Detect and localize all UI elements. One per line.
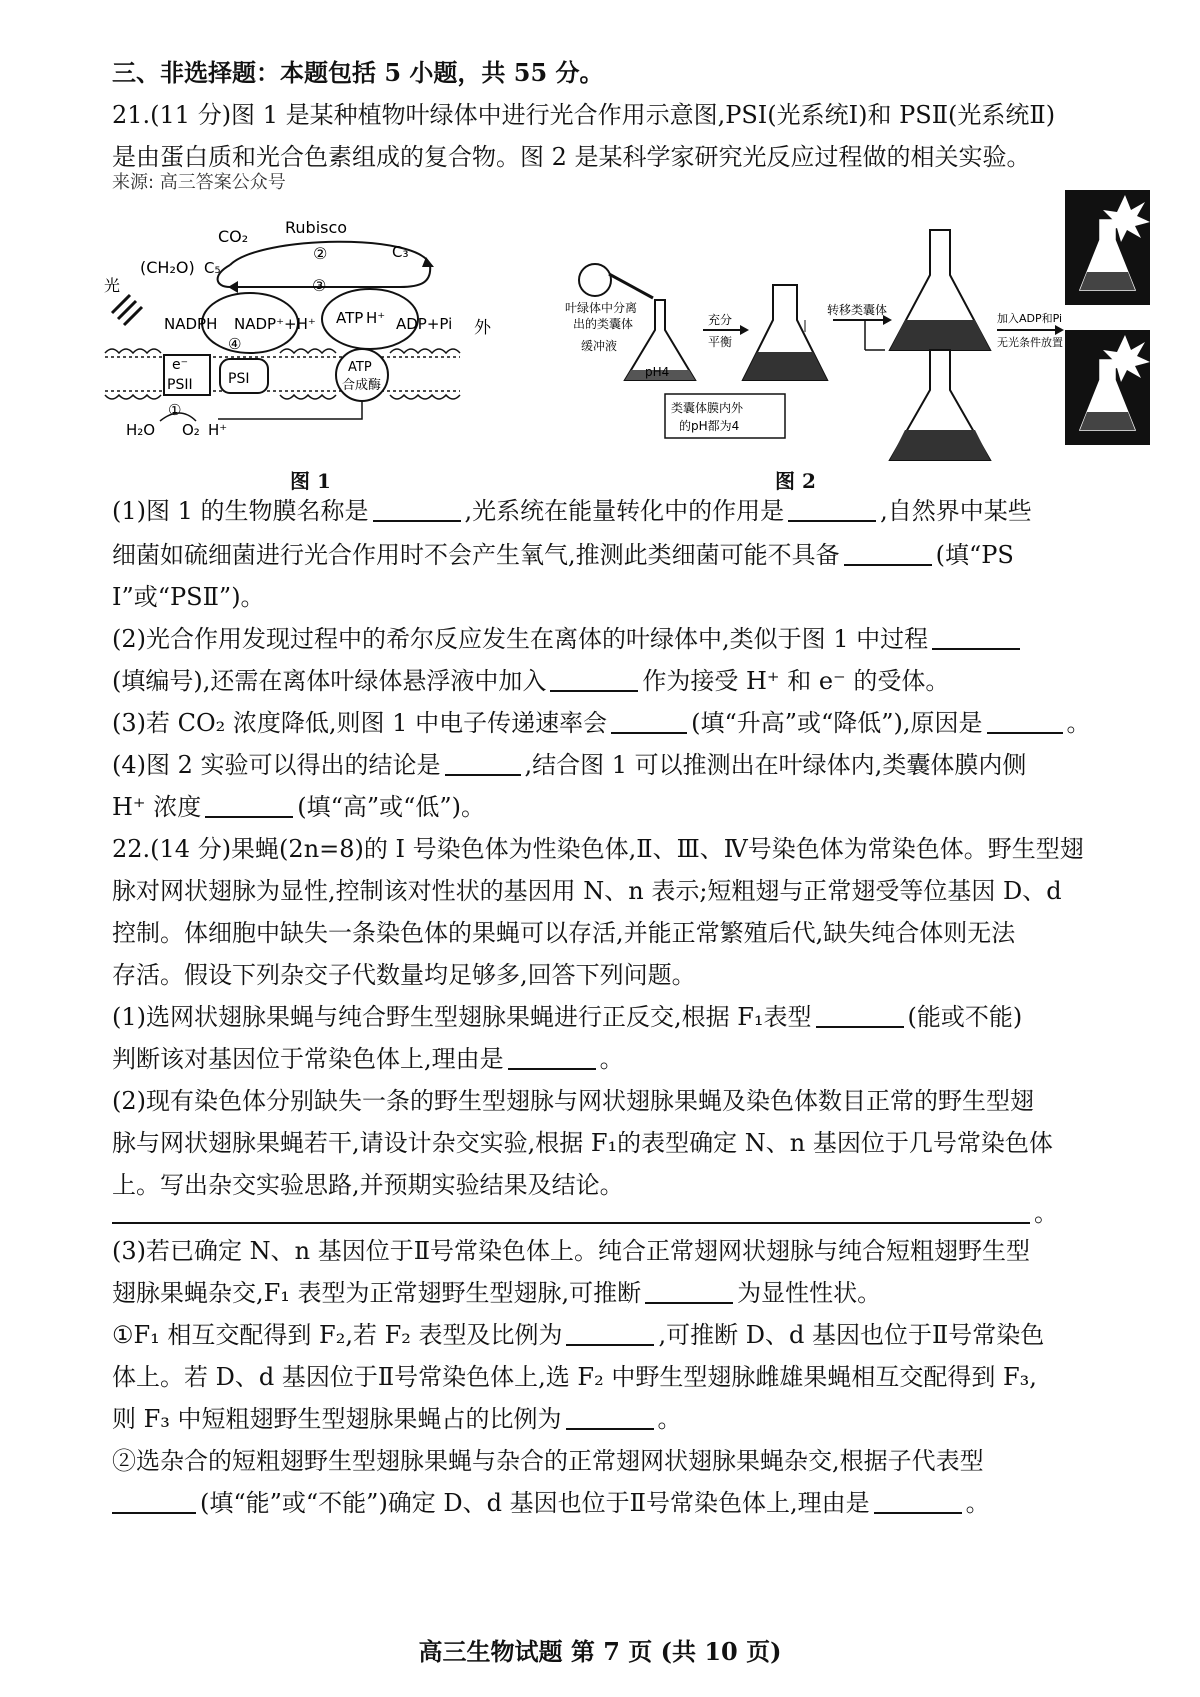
light-label: 光 <box>104 276 121 295</box>
step3-number: ③ <box>312 276 327 295</box>
q22-part3-line5: 则 F₃ 中短粗翅野生型翅脉果蝇占的比例为 。 <box>112 1405 682 1433</box>
electron-label: e⁻ <box>172 357 189 373</box>
adp-label: ADP+Pi <box>396 315 453 333</box>
proton-path-arrow <box>218 401 362 419</box>
fig2-arrow2: 转移类囊体 <box>827 303 888 317</box>
q21-part1-line3: Ⅰ”或“PSⅡ”)。 <box>112 583 265 611</box>
ch2o-label: (CH₂O) <box>140 258 195 277</box>
answer-blank[interactable] <box>987 710 1063 734</box>
step4-number: ④ <box>228 335 242 353</box>
answer-blank[interactable] <box>844 542 932 566</box>
answer-blank[interactable] <box>932 626 1020 650</box>
thylakoid-membrane <box>105 349 460 399</box>
q21-part3: (3)若 CO₂ 浓度降低,则图 1 中电子传递速率会 (填“升高”或“降低”),原因是 。 <box>112 709 1091 737</box>
q22-part3-line2: 翅脉果蝇杂交,F₁ 表型为正常翅野生型翅脉,可推断 为显性性状。 <box>112 1279 882 1307</box>
q21-part4-line1: (4)图 2 实验可以得出的结论是 ,结合图 1 可以推测出在叶绿体内,类囊体膜内侧 <box>112 751 1027 779</box>
q22-part2-line2: 脉与网状翅脉果蝇若干,请设计杂交实验,根据 F₁的表型确定 N、n 基因位于几号常染色体 <box>112 1129 1053 1157</box>
o2-label: O₂ <box>182 421 200 439</box>
q22-part3-line6: ②选杂合的短粗翅野生型翅脉果蝇与杂合的正常翅网状翅脉果蝇杂交,根据子代表型 <box>112 1447 984 1475</box>
q21-stem-line2: 是由蛋白质和光合色素组成的复合物。图 2 是某科学家研究光反应过程做的相关实验。 <box>112 143 1031 171</box>
q22-part3-line3: ①F₁ 相互交配得到 F₂,若 F₂ 表型及比例为 ,可推断 D、d 基因也位于Ⅱ号常染色 <box>112 1321 1045 1349</box>
answer-blank[interactable] <box>566 1406 654 1430</box>
arrow-equilibrate <box>740 325 749 335</box>
q21-part1-line1: (1)图 1 的生物膜名称是 ,光系统在能量转化中的作用是 ,自然界中某些 <box>112 497 1032 525</box>
figure-2-experiment-diagram <box>565 180 1150 470</box>
fig2-arrow1-a: 充分 <box>708 313 733 327</box>
fig2-label-thylakoid-2: 出的类囊体 <box>573 317 634 331</box>
fig2-arrow3-a: 加入ADP和Pi <box>997 312 1063 325</box>
answer-blank[interactable] <box>373 498 461 522</box>
q21-part2-line1: (2)光合作用发现过程中的希尔反应发生在离体的叶绿体中,类似于图 1 中过程 <box>112 622 1140 656</box>
page-footer: 高三生物试题 第 7 页 (共 10 页) <box>418 1637 782 1666</box>
q22-part2-line1: (2)现有染色体分别缺失一条的野生型翅脉与网状翅脉果蝇及染色体数目正常的野生型翅 <box>112 1087 1034 1115</box>
fig2-arrow1-b: 平衡 <box>708 335 733 349</box>
q22-stem-line2: 脉对网状翅脉为显性,控制该对性状的基因用 N、n 表示;短粗翅与正常翅受等位基因 D、d <box>112 877 1062 905</box>
q22-part1-line2: 判断该对基因位于常染色体上,理由是 。 <box>112 1045 624 1073</box>
answer-line-period: 。 <box>1034 1199 1058 1227</box>
answer-blank[interactable] <box>445 752 521 776</box>
fig2-arrow3-b: 无光条件放置 <box>997 336 1063 349</box>
ps2-label: PSII <box>167 377 193 393</box>
atp-synthase-label2: 合成酶 <box>342 378 382 393</box>
q21-stem-line1: 21.(11 分)图 1 是某种植物叶绿体中进行光合作用示意图,PSI(光系统Ⅰ)和 PSⅡ(光系统Ⅱ) <box>112 101 1056 129</box>
atp-synthase <box>336 349 388 401</box>
q22-part2-line3: 上。写出杂交实验思路,并预期实验结果及结论。 <box>112 1171 624 1199</box>
figure-2-caption: 图 2 <box>775 469 816 493</box>
atp-label: ATP <box>336 309 364 327</box>
outside-label: 外 <box>474 318 491 338</box>
q22-stem-line4: 存活。假设下列杂交子代数量均足够多,回答下列问题。 <box>112 961 696 989</box>
answer-blank[interactable] <box>816 1004 904 1028</box>
hplus-label: H⁺ <box>208 421 228 439</box>
answer-blank[interactable] <box>645 1280 733 1304</box>
answer-blank[interactable] <box>112 1490 196 1514</box>
q21-part2-line2: (填编号),还需在离体叶绿体悬浮液中加入 作为接受 H⁺ 和 e⁻ 的受体。 <box>112 667 950 695</box>
answer-blank[interactable] <box>874 1490 962 1514</box>
co2-label: CO₂ <box>218 227 249 246</box>
fig2-box-line2: 的pH都为4 <box>679 419 740 433</box>
fig2-label-buffer: 缓冲液 <box>581 339 618 353</box>
q22-part1-line1: (1)选网状翅脉果蝇与纯合野生型翅脉果蝇进行正反交,根据 F₁表型 (能或不能) <box>112 1003 1023 1031</box>
figure-1-photosynthesis-diagram <box>100 205 540 475</box>
q21-part4-line2: H⁺ 浓度 (填“高”或“低”)。 <box>112 793 486 821</box>
q22-part3-line7: (填“能”或“不能”)确定 D、d 基因也位于Ⅱ号常染色体上,理由是 。 <box>112 1486 1140 1520</box>
section-title: 三、非选择题：本题包括 5 小题，共 55 分。 <box>112 58 604 87</box>
nadph-label: NADPH <box>164 315 218 333</box>
answer-blank[interactable] <box>550 668 638 692</box>
step2-number: ② <box>313 244 328 263</box>
h2o-label: H₂O <box>126 421 156 439</box>
answer-blank[interactable] <box>611 710 687 734</box>
answer-blank[interactable] <box>508 1046 596 1070</box>
answer-blank[interactable] <box>205 794 293 818</box>
fig2-box-line1: 类囊体膜内外 <box>671 401 744 415</box>
rubisco-label: Rubisco <box>285 218 348 237</box>
q21-part1-line2: 细菌如硫细菌进行光合作用时不会产生氧气,推测此类细菌可能不具备 (填“PS <box>112 541 1014 569</box>
figure-1-caption: 图 1 <box>290 469 331 493</box>
ps1-label: PSI <box>228 371 250 387</box>
c5-label: C₅ <box>204 259 221 277</box>
c3-label: C₃ <box>392 243 409 261</box>
nadp-label: NADP⁺+H⁺ <box>234 315 316 333</box>
step1-number: ① <box>168 401 182 419</box>
arrow-add-adp <box>1055 325 1064 335</box>
q22-part3-line4: 体上。若 D、d 基因位于Ⅱ号常染色体上,选 F₂ 中野生型翅脉雌雄果蝇相互交配得到 F₃, <box>112 1363 1037 1391</box>
q22-stem-line3: 控制。体细胞中缺失一条染色体的果蝇可以存活,并能正常繁殖后代,缺失纯合体则无法 <box>112 919 1016 947</box>
q22-part3-line1: (3)若已确定 N、n 基因位于Ⅱ号常染色体上。纯合正常翅网状翅脉与纯合短粗翅野生型 <box>112 1237 1031 1265</box>
fig2-label-ph4: pH4 <box>645 365 670 379</box>
answer-blank[interactable] <box>566 1322 654 1346</box>
source-note: 来源: 高三答案公众号 <box>112 172 286 193</box>
dropper-flask <box>579 264 611 296</box>
answer-line[interactable] <box>112 1222 1030 1224</box>
q22-stem-line1: 22.(14 分)果蝇(2n=8)的 Ⅰ 号染色体为性染色体,Ⅱ、Ⅲ、Ⅳ号染色体为常染色体。野生型翅 <box>112 835 1084 863</box>
fig2-label-thylakoid-1: 叶绿体中分离 <box>565 301 638 315</box>
answer-blank[interactable] <box>788 498 876 522</box>
h-label: H⁺ <box>366 309 386 327</box>
atp-synthase-label1: ATP <box>348 360 372 375</box>
